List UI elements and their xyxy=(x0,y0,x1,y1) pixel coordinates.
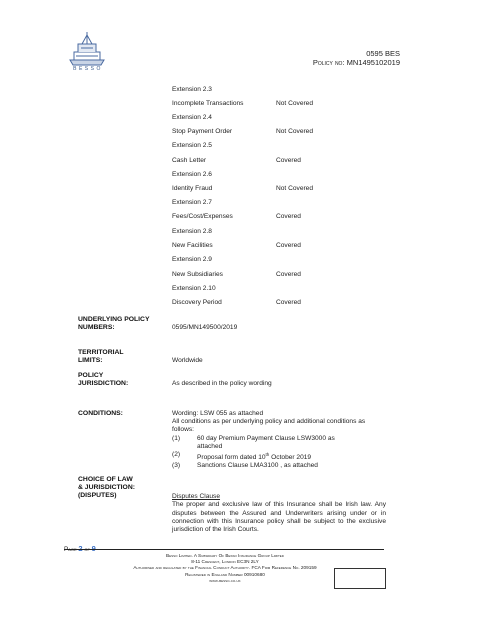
policy-jurisdiction-label xyxy=(78,372,128,388)
page-total: 9 xyxy=(91,544,96,553)
extension-status: Covered xyxy=(276,157,301,164)
label-line: TERRITORIAL xyxy=(78,349,124,356)
condition-text-part: Proposal form dated 10 xyxy=(197,454,266,462)
extension-heading: Extension 2.10 xyxy=(172,285,216,292)
condition-text: 60 day Premium Payment Clause LSW3000 as xyxy=(197,434,335,442)
footer-line: 8-11 Crescent, London EC3N 2LY xyxy=(191,559,259,565)
extension-item: Fees/Cost/Expenses xyxy=(172,213,233,220)
extension-heading: Extension 2.6 xyxy=(172,171,212,178)
condition-item xyxy=(172,462,384,470)
extension-item: Identity Fraud xyxy=(172,185,213,192)
footer-line: Besso Limited. A Subsidiary Of Besso Insurance Group Limited xyxy=(166,553,284,558)
disputes-body: The proper and exclusive law of this Insurance shall be Irish law. Any disputes between the Assured and Underwriters arising under or in connection with this Insurance policy shall be subject to the exclusive jurisdiction of the Irish Courts. xyxy=(172,501,386,534)
extension-status: Not Covered xyxy=(276,185,314,192)
condition-item xyxy=(172,435,384,443)
footer-line: Authorised and regulated by the Financial Conduct Authority. FCA Firm Reference No. 209159 xyxy=(133,565,317,571)
condition-item xyxy=(172,451,384,462)
extension-status: Covered xyxy=(276,271,301,278)
conditions-block xyxy=(172,410,384,471)
page-of: of xyxy=(84,546,90,553)
footer-divider xyxy=(64,549,384,550)
label-line: LIMITS: xyxy=(78,357,103,364)
document-code: 0595 BES xyxy=(366,49,400,58)
extension-item: Stop Payment Order xyxy=(172,128,233,135)
document-reference xyxy=(313,49,400,67)
underlying-policy-label xyxy=(78,316,150,332)
choice-of-law-label xyxy=(78,476,135,500)
besso-logo xyxy=(64,30,110,68)
extension-heading: Extension 2.7 xyxy=(172,199,212,206)
policy-number: Policy no: MN1495102019 xyxy=(312,58,400,67)
label-line: CHOICE OF LAW xyxy=(78,476,133,483)
page-prefix: Page xyxy=(64,546,77,553)
condition-number: (1) xyxy=(172,434,181,442)
conditions-label: CONDITIONS: xyxy=(78,410,123,417)
ordinal-suffix: th xyxy=(265,452,270,458)
extension-heading: Extension 2.8 xyxy=(172,228,212,235)
extension-item: Cash Letter xyxy=(172,157,207,164)
disputes-clause xyxy=(172,493,386,534)
extension-status: Covered xyxy=(276,213,301,220)
extension-item: Incomplete Transactions xyxy=(172,100,244,107)
extension-heading: Extension 2.5 xyxy=(172,142,212,149)
label-line: JURISDICTION: xyxy=(78,380,129,387)
extension-heading: Extension 2.9 xyxy=(172,256,212,263)
page-number: 2 xyxy=(78,544,83,553)
condition-text: Sanctions Clause LMA3100 , as attached xyxy=(197,462,318,470)
underlying-policy-value: 0595/MN149500/2019 xyxy=(172,324,238,331)
conditions-intro: All conditions as per underlying policy and additional conditions as follows: xyxy=(172,418,366,434)
territorial-limits-value: Worldwide xyxy=(172,357,203,364)
label-line: NUMBERS: xyxy=(78,324,115,331)
extension-item: New Facilities xyxy=(172,242,213,249)
conditions-wording: Wording: LSW 055 as attached xyxy=(172,410,264,417)
label-line: UNDERLYING POLICY xyxy=(78,316,150,323)
condition-number: (3) xyxy=(172,462,181,470)
label-line: POLICY xyxy=(78,372,104,379)
extension-heading: Extension 2.3 xyxy=(172,86,212,93)
condition-text-part: October 2019 xyxy=(269,454,312,462)
logo-wordmark: BESSO xyxy=(73,66,103,72)
stamp-box xyxy=(334,568,386,589)
footer-line: Registered in England Number 00910680 xyxy=(185,571,265,577)
extension-heading: Extension 2.4 xyxy=(172,114,212,121)
extension-status: Covered xyxy=(276,299,301,306)
extension-status: Not Covered xyxy=(276,100,314,107)
label-line: & JURISDICTION: xyxy=(78,484,136,491)
disputes-heading: Disputes Clause xyxy=(172,493,221,500)
extension-item: New Subsidiaries xyxy=(172,271,223,278)
footer-website: www.besso.co.uk xyxy=(209,577,241,583)
footer-company-info xyxy=(100,553,350,584)
extension-status: Not Covered xyxy=(276,128,314,135)
condition-continuation: attached xyxy=(197,442,223,450)
territorial-limits-label xyxy=(78,349,124,365)
policy-jurisdiction-value: As described in the policy wording xyxy=(172,380,272,387)
condition-number: (2) xyxy=(172,451,181,459)
condition-text xyxy=(197,451,311,462)
extension-status: Covered xyxy=(276,242,301,249)
extension-item: Discovery Period xyxy=(172,299,222,306)
label-line: (DISPUTES) xyxy=(78,492,117,499)
